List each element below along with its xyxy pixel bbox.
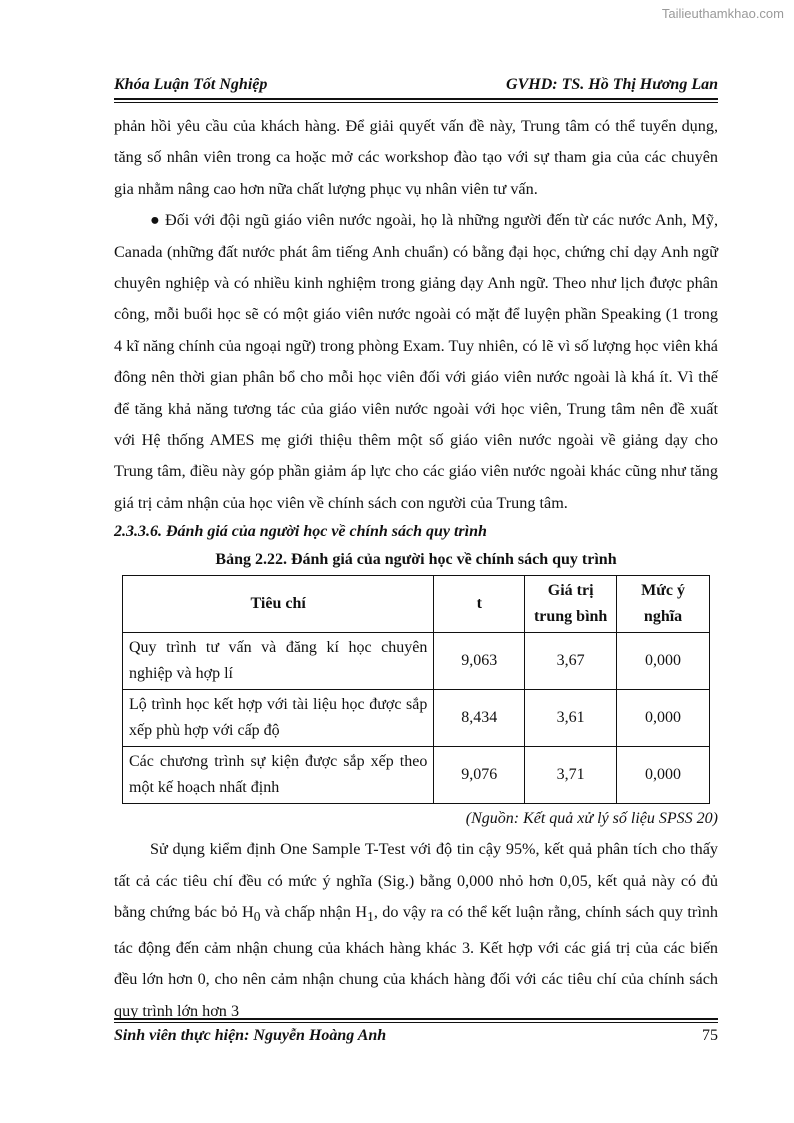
header-t: t bbox=[434, 576, 525, 633]
page-header bbox=[114, 76, 718, 98]
table-title: Bảng 2.22. Đánh giá của người học về chính sách quy trình bbox=[215, 551, 617, 569]
cell-criterion: Các chương trình sự kiện được sắp xếp theo một kế hoạch nhất định bbox=[123, 747, 434, 804]
cell-sig: 0,000 bbox=[617, 633, 710, 690]
cell-mean: 3,67 bbox=[525, 633, 617, 690]
table-row bbox=[123, 633, 710, 690]
cell-criterion: Lộ trình học kết hợp với tài liệu học được sắp xếp phù hợp với cấp độ bbox=[123, 690, 434, 747]
cell-sig: 0,000 bbox=[617, 747, 710, 804]
header-significance: Mức ý nghĩa bbox=[617, 576, 710, 633]
header-mean: Giá trị trung bình bbox=[525, 576, 617, 633]
header-criterion: Tiêu chí bbox=[123, 576, 434, 633]
header-supervisor: GVHD: TS. Hồ Thị Hương Lan bbox=[506, 76, 718, 93]
section-heading: 2.3.3.6. Đánh giá của người học về chính sách quy trình bbox=[114, 523, 487, 541]
watermark-text: Tailieuthamkhao.com bbox=[661, 6, 784, 21]
table-row bbox=[123, 747, 710, 804]
paragraph-conclusion bbox=[114, 834, 718, 1027]
header-thesis-title: Khóa Luận Tốt Nghiệp bbox=[114, 76, 268, 93]
table-source: (Nguồn: Kết quả xử lý số liệu SPSS 20) bbox=[465, 810, 718, 828]
conclusion-text-end: , do vậy ra có thể kết luận rằng, chính sách quy trình tác động đến cảm nhận chung của khách hàng khác 3. Kết hợp với các giá trị của các biến đều lớn hơn 0, cho nên cảm nhận chung của khách hàng đối với các tiêu chí của chính sách quy trình lớn hơn 3 bbox=[114, 903, 719, 1020]
header-divider bbox=[114, 98, 718, 103]
footer-student: Sinh viên thực hiện: Nguyễn Hoàng Anh bbox=[114, 1027, 387, 1044]
paragraph-continuation: phản hồi yêu cầu của khách hàng. Để giải quyết vấn đề này, Trung tâm có thể tuyển dụng, tăng số nhân viên trong ca hoặc mở các workshop đào tạo với sự tham gia của các chuyên gia nhằm nâng cao hơn nữa chất lượng phục vụ nhân viên tư vấn. bbox=[114, 117, 718, 198]
conclusion-text-start: Sử dụng kiểm định One Sample T-Test với độ tin cậy 95%, kết quả phân tích cho thấy tất cả các tiêu chí đều có mức ý nghĩa (Sig.) bằng 0,000 nhỏ hơn 0,05, kết quả này có đủ bằng chứng bác bỏ H bbox=[114, 840, 718, 922]
page-number: 75 bbox=[702, 1027, 718, 1044]
cell-mean: 3,61 bbox=[525, 690, 617, 747]
cell-criterion: Quy trình tư vấn và đăng kí học chuyên nghiệp và hợp lí bbox=[123, 633, 434, 690]
subscript-h1: 1 bbox=[367, 909, 374, 925]
conclusion-text-mid: và chấp nhận H bbox=[260, 903, 368, 922]
footer-divider bbox=[114, 1018, 718, 1023]
cell-t: 8,434 bbox=[434, 690, 525, 747]
cell-t: 9,063 bbox=[434, 633, 525, 690]
paragraph-foreign-teachers: ● Đối với đội ngũ giáo viên nước ngoài, họ là những người đến từ các nước Anh, Mỹ, Canada (những đất nước phát âm tiếng Anh chuẩn) có bằng đại học, chứng chỉ dạy Anh ngữ chuyên nghiệp và có nhiều kinh nghiệm trong giảng dạy Anh ngữ. Theo như lịch được phân công, mỗi buổi học sẽ có một giáo viên nước ngoài có mặt để luyện phần Speaking (1 trong 4 kĩ năng chính của ngoại ngữ) trong phòng Exam. Tuy nhiên, có lẽ vì số lượng học viên khá đông nên thời gian phân bổ cho mỗi học viên đối với giáo viên nước ngoài là khá ít. Vì thế để tăng khả năng tương tác của giáo viên nước ngoài với học viên, Trung tâm nên đề xuất với Hệ thống AMES mẹ giới thiệu thêm một số giáo viên nước ngoài về giảng dạy cho Trung tâm, điều này góp phần giảm áp lực cho các giáo viên nước ngoài khác cũng như tăng giá trị cảm nhận của học viên về chính sách con người của Trung tâm. bbox=[114, 211, 718, 512]
cell-sig: 0,000 bbox=[617, 690, 710, 747]
subscript-h0: 0 bbox=[253, 909, 261, 925]
cell-t: 9,076 bbox=[434, 747, 525, 804]
page-footer bbox=[114, 1027, 718, 1045]
table-header-row bbox=[123, 576, 710, 633]
page-body bbox=[114, 111, 718, 1027]
evaluation-table bbox=[122, 575, 710, 804]
cell-mean: 3,71 bbox=[525, 747, 617, 804]
table-row bbox=[123, 690, 710, 747]
